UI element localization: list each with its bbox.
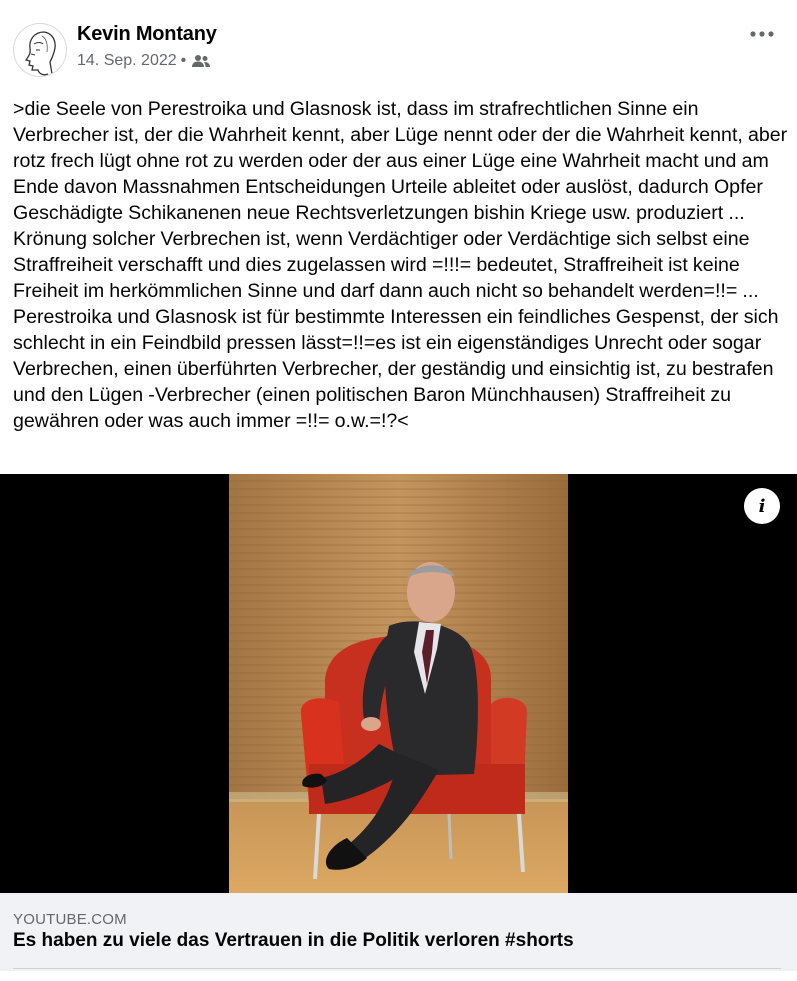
link-preview[interactable]	[0, 893, 797, 971]
link-title[interactable]: Es haben zu viele das Vertrauen in die Politik verloren #shorts	[13, 930, 574, 951]
friends-icon	[192, 54, 210, 68]
meta-separator: •	[180, 52, 187, 69]
more-options-button[interactable]	[744, 22, 780, 46]
post-date[interactable]: 14. Sep. 2022	[77, 52, 177, 69]
video-thumbnail	[229, 474, 568, 893]
sketch-portrait-icon	[14, 24, 67, 77]
divider	[13, 968, 781, 969]
info-button[interactable]: i	[744, 488, 780, 524]
video-media[interactable]	[0, 474, 797, 893]
author-name[interactable]: Kevin Montany	[77, 23, 217, 45]
link-domain: YOUTUBE.COM	[13, 911, 127, 928]
post-meta	[77, 52, 210, 70]
post-text: >die Seele von Perestroika und Glasnosk ist, dass im strafrechtlichen Sinne ein Verbrecher ist, der die Wahrheit kennt, aber Lüge nennt oder der die Wahrheit kennt, aber rotz frech lügt ohne rot zu werden oder der aus einer Lüge eine Wahrheit macht und am Ende davon Massnahmen Entscheidungen Urteile ableitet oder auslöst, dadurch Opfer Geschädigte Schikanenen neue Rechtsverletzungen bishin Kriege usw. produziert ... Krönung solcher Verbrechen ist, wenn Verdächtiger oder Verdächtige sich selbst eine Straffreiheit verschafft und dies zugelassen wird =!!!= bedeutet, Straffreiheit ist keine Freiheit im herkömmlichen Sinne und darf dann auch nicht so behandelt werden=!!= ... Perestroika und Glasnosk ist für bestimmte Interessen ein feindliches Gespenst, der sich schlecht in ein Feindbild pressen lässt=!!=es ist ein eigenständiges Unrecht oder sogar Verbrechen, einen überführten Verbrecher, der geständig und einsichtig ist, zu bestrafen und den Lügen -Verbrecher (einen politischen Baron Münchhausen) Straffreiheit zu gewähren oder was auch immer =!!= o.w.=!?<	[13, 98, 788, 432]
author-avatar[interactable]	[13, 23, 67, 77]
more-options-icon	[750, 31, 774, 37]
post-header	[0, 0, 797, 90]
